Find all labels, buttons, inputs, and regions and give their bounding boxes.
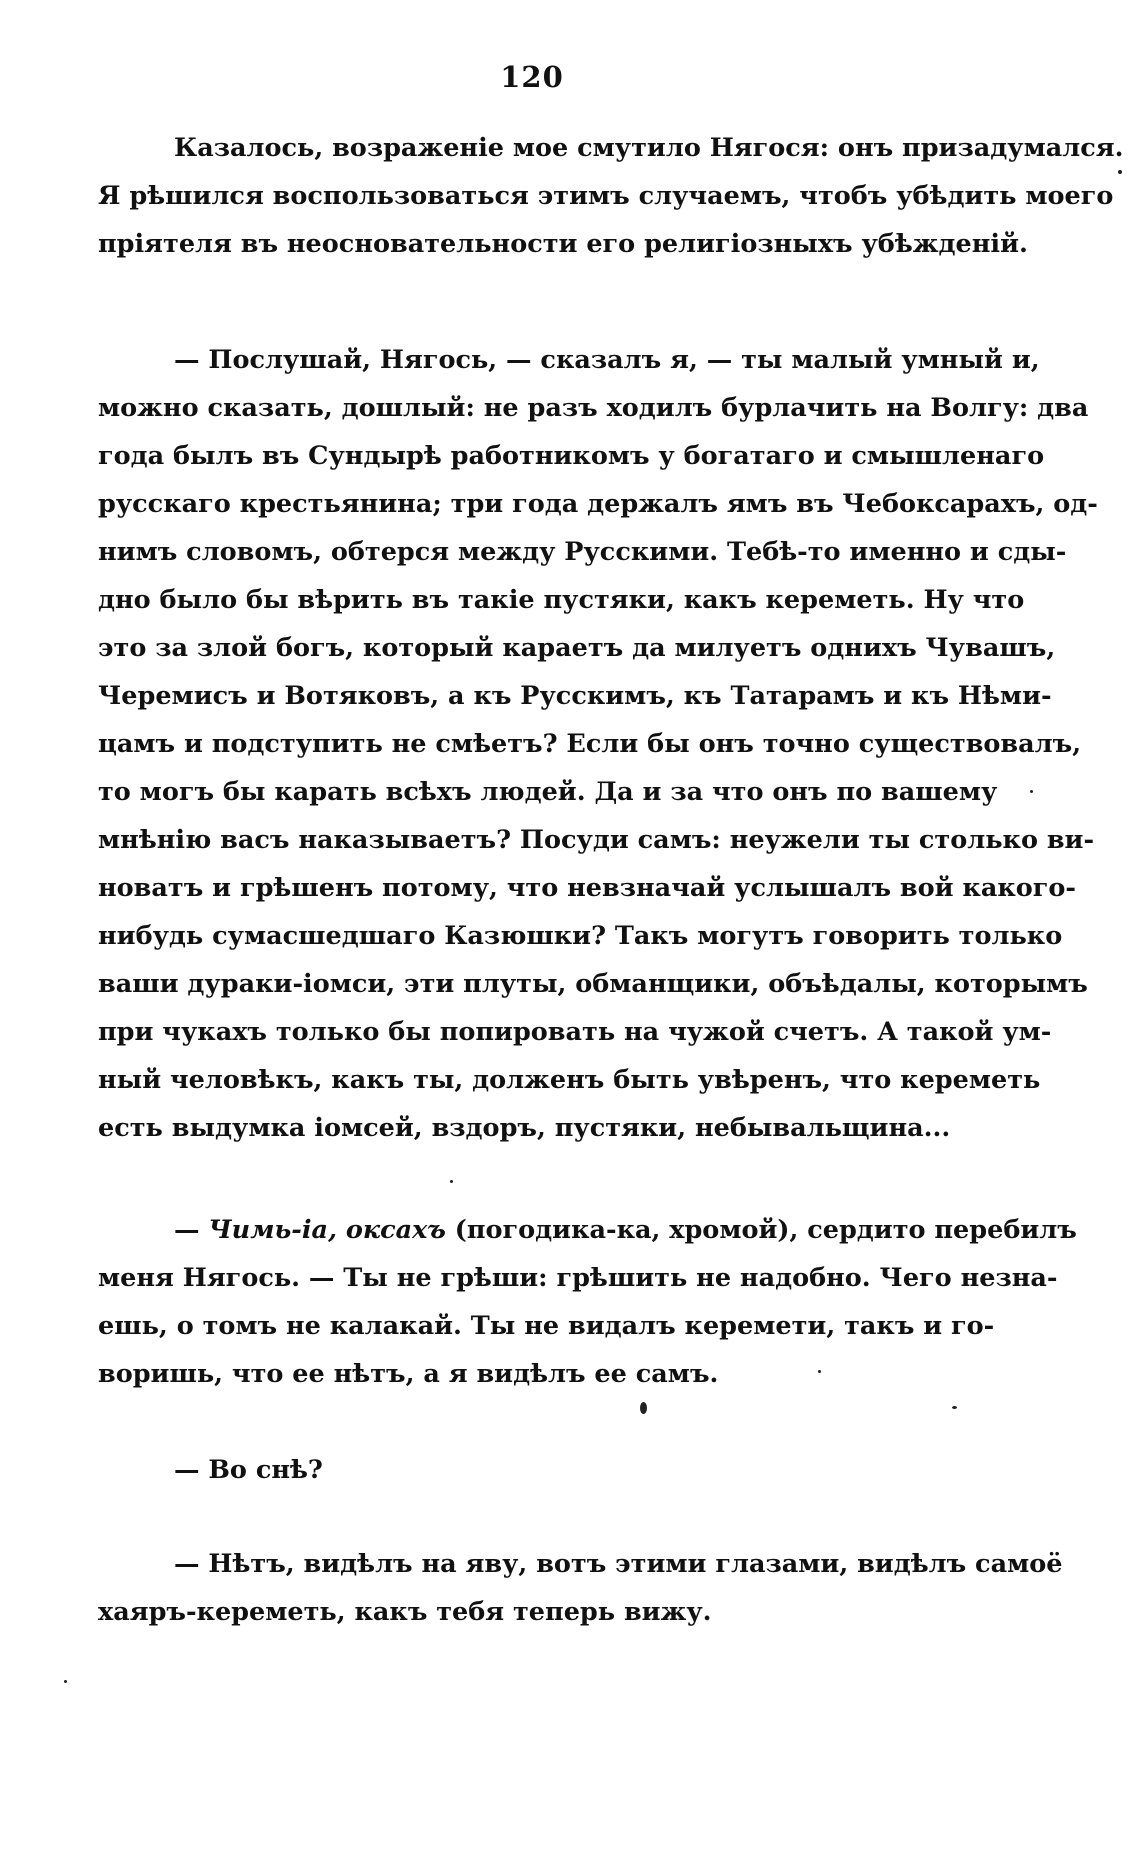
text-line: Я рѣшился воспользоваться этимъ случаемъ, чтобъ убѣдить моего (98, 181, 1114, 211)
scan-speck (1030, 790, 1033, 793)
text-line: ешь, о томъ не калакай. Ты не видалъ керемети, такъ и го- (98, 1311, 995, 1341)
text-line: хаяръ-кереметь, какъ тебя теперь вижу. (98, 1597, 712, 1627)
text-line: есть выдумка іомсей, вздоръ, пустяки, небывальщина... (98, 1113, 951, 1143)
text-line: нибудь сумасшедшаго Казюшки? Такъ могутъ говорить только (98, 921, 1063, 951)
scan-speck (450, 1180, 453, 1183)
text-line: нимъ словомъ, обтерся между Русскими. Тебѣ-то именно и сды- (98, 537, 1067, 567)
dash-mark: — (174, 1215, 209, 1245)
paragraph-5 (98, 1540, 1063, 1636)
paragraph-3 (98, 1206, 1077, 1398)
text-line: Казалось, возраженіе мое смутило Нягося: онъ призадумался. (174, 133, 1124, 163)
text-line: пріятеля въ неосновательности его религіозныхъ убѣжденій. (98, 229, 1028, 259)
text-line: при чукахъ только бы попировать на чужой счетъ. А такой ум- (98, 1017, 1052, 1047)
page-number: 120 (500, 60, 564, 94)
scan-speck (640, 1402, 647, 1414)
text-line (98, 1206, 1077, 1254)
text-line: — Нѣтъ, видѣлъ на яву, вотъ этими глазами, видѣлъ самоё (174, 1549, 1063, 1579)
paragraph-1 (98, 124, 1124, 268)
text-line: цамъ и подступить не смѣетъ? Если бы онъ точно существовалъ, (98, 729, 1082, 759)
text-line: меня Нягось. — Ты не грѣши: грѣшить не надобно. Чего незна- (98, 1263, 1058, 1293)
text-line: Черемисъ и Вотяковъ, а къ Русскимъ, къ Татарамъ и къ Нѣми- (98, 681, 1052, 711)
text-line: — Послушай, Нягось, — сказалъ я, — ты малый умный и, (174, 345, 1040, 375)
text-line: это за злой богъ, который караетъ да милуетъ однихъ Чувашъ, (98, 633, 1056, 663)
scan-speck (1118, 170, 1122, 174)
paragraph-4 (98, 1446, 990, 1494)
italic-phrase: Чимь-іа, оксахъ (208, 1215, 446, 1245)
scan-speck (64, 1680, 67, 1683)
text-line: русскаго крестьянина; три года держалъ ямъ въ Чебоксарахъ, од- (98, 489, 1098, 519)
text-line: — Во снѣ? (174, 1455, 323, 1485)
text-line: года былъ въ Сундырѣ работникомъ у богатаго и смышленаго (98, 441, 1045, 471)
text-line: то могъ бы карать всѣхъ людей. Да и за что онъ по вашему (98, 777, 998, 807)
text-line: ный человѣкъ, какъ ты, долженъ быть увѣренъ, что кереметь (98, 1065, 1041, 1095)
scan-speck (952, 1406, 957, 1409)
text-line: ваши дураки-іомси, эти плуты, обманщики, объѣдалы, которымъ (98, 969, 1088, 999)
text-line: новатъ и грѣшенъ потому, что невзначай услышалъ вой какого- (98, 873, 1077, 903)
scan-speck (818, 1370, 821, 1373)
text-line: можно сказать, дошлый: не разъ ходилъ бурлачить на Волгу: два (98, 393, 1089, 423)
text-line: дно было бы вѣрить въ такіе пустяки, какъ кереметь. Ну что (98, 585, 1025, 615)
text-line-rest: (погодика-ка, хромой), сердито перебилъ (454, 1215, 1077, 1245)
text-line: воришь, что ее нѣтъ, а я видѣлъ ее самъ. (98, 1359, 719, 1389)
paragraph-2 (98, 336, 1098, 1152)
text-line: мнѣнію васъ наказываетъ? Посуди самъ: неужели ты столько ви- (98, 825, 1095, 855)
